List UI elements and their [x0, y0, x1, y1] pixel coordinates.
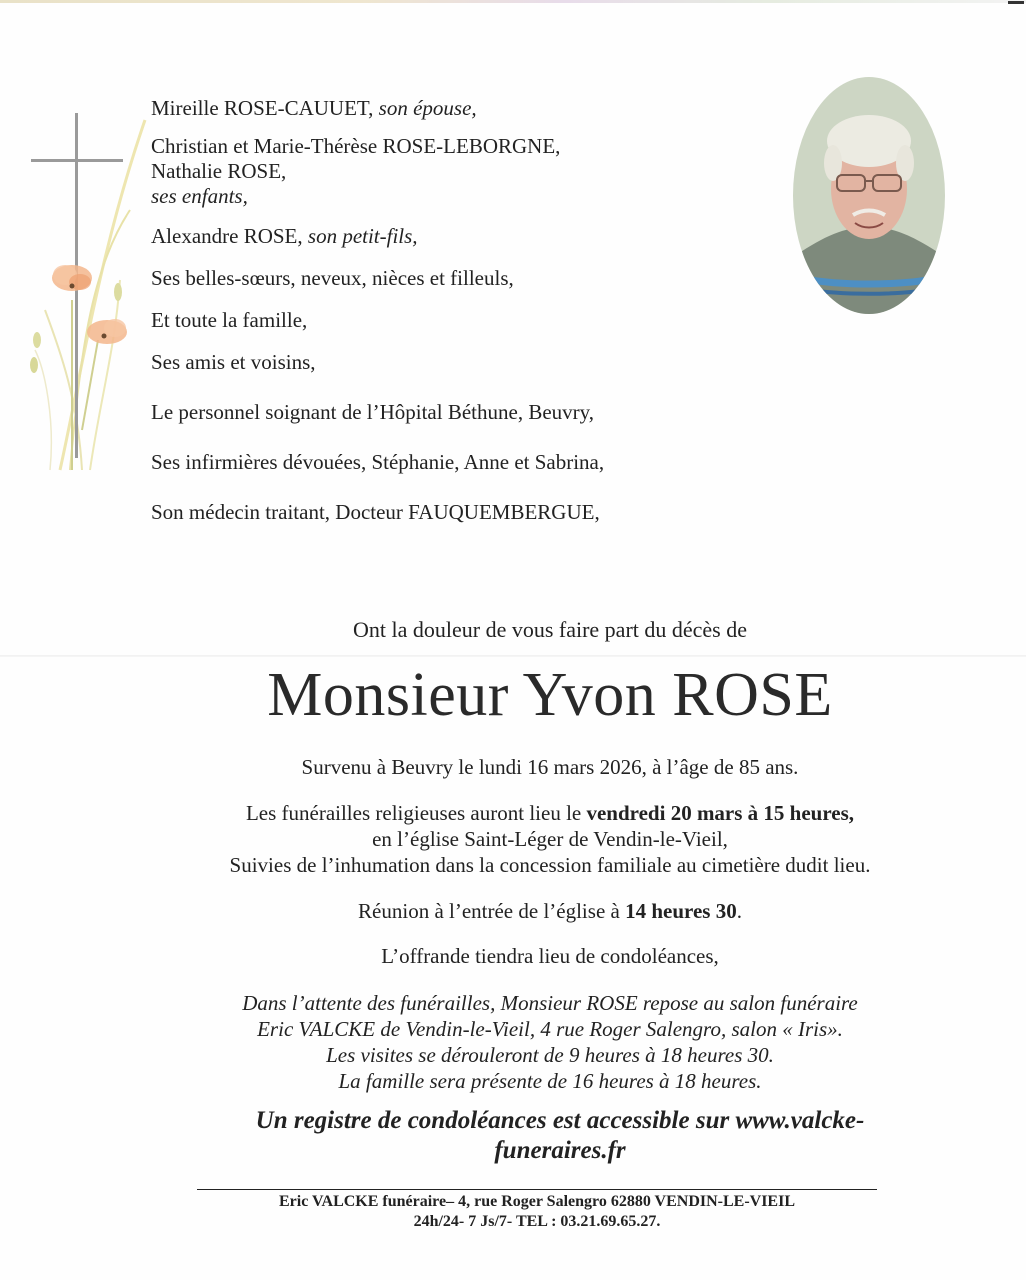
family-other-3: Le personnel soignant de l’Hôpital Béthune, Beuvry, [151, 400, 595, 424]
deceased-name: Monsieur Yvon ROSE [267, 661, 833, 729]
footer-contact: 24h/24- 7 Js/7- TEL : 03.21.69.65.27. [413, 1213, 661, 1230]
cross-with-poppies-icon [20, 100, 170, 480]
children-relation: ses enfants, [151, 184, 248, 208]
family-other-2: Ses amis et voisins, [151, 350, 316, 374]
funeral-home-footer [180, 1192, 894, 1232]
visitation-info [0, 990, 1026, 1094]
children-line-2: Nathalie ROSE, [151, 159, 287, 183]
meeting-time: 14 heures 30 [625, 899, 737, 923]
announcement-intro: Ont la douleur de vous faire part du décès de [352, 617, 748, 642]
funeral-date: vendredi 20 mars à 15 heures, [586, 801, 855, 825]
scan-edge [0, 0, 1026, 3]
footer-divider [197, 1189, 877, 1190]
visitation-line: Eric VALCKE de Vendin-le-Vieil, 4 rue Roger Salengro, salon « Iris». [257, 1017, 843, 1041]
visitation-line: Les visites se dérouleront de 9 heures à 18 heures 30. [326, 1043, 774, 1067]
spouse-name: Mireille ROSE-CAUUET, [151, 96, 374, 120]
grandchild-relation: son petit-fils, [307, 224, 418, 248]
visitation-line: La famille sera présente de 16 heures à 18 heures. [338, 1069, 762, 1093]
scan-mark [1008, 1, 1024, 4]
death-info: Survenu à Beuvry le lundi 16 mars 2026, à l’âge de 85 ans. [301, 755, 799, 779]
offering-info: L’offrande tiendra lieu de condoléances, [381, 944, 719, 968]
fold-line [0, 655, 1026, 657]
family-other-5: Son médecin traitant, Docteur FAUQUEMBERGUE, [151, 500, 600, 524]
condolence-registry [180, 1106, 940, 1166]
funeral-prefix: Les funérailles religieuses auront lieu le [245, 801, 587, 825]
registry-line-1: Un registre de condoléances est accessible sur www.valcke- [255, 1107, 865, 1134]
meeting-info: Réunion à l’entrée de l’église à 14 heures 30. [358, 899, 742, 923]
footer-address: Eric VALCKE funéraire– 4, rue Roger Salengro 62880 VENDIN-LE-VIEIL [278, 1193, 795, 1210]
visitation-line: Dans l’attente des funérailles, Monsieur ROSE repose au salon funéraire [242, 991, 858, 1015]
grandchild-name: Alexandre ROSE, [151, 224, 303, 248]
spouse-relation: son épouse, [378, 96, 477, 120]
grandchild-line [151, 224, 751, 249]
spouse-line [151, 96, 751, 121]
funeral-info [0, 800, 1026, 878]
children-line-1: Christian et Marie-Thérèse ROSE-LEBORGNE, [151, 134, 561, 158]
portrait-photo [793, 77, 945, 314]
family-other-4: Ses infirmières dévouées, Stéphanie, Anne et Sabrina, [151, 450, 605, 474]
family-other-1: Et toute la famille, [151, 308, 308, 332]
church: en l’église Saint-Léger de Vendin-le-Vieil, [372, 827, 728, 851]
registry-line-2: funeraires.fr [494, 1137, 626, 1164]
family-other-0: Ses belles-sœurs, neveux, nièces et filleuls, [151, 266, 514, 290]
burial: Suivies de l’inhumation dans la concession familiale au cimetière dudit lieu. [229, 853, 871, 877]
family-list [151, 96, 751, 525]
